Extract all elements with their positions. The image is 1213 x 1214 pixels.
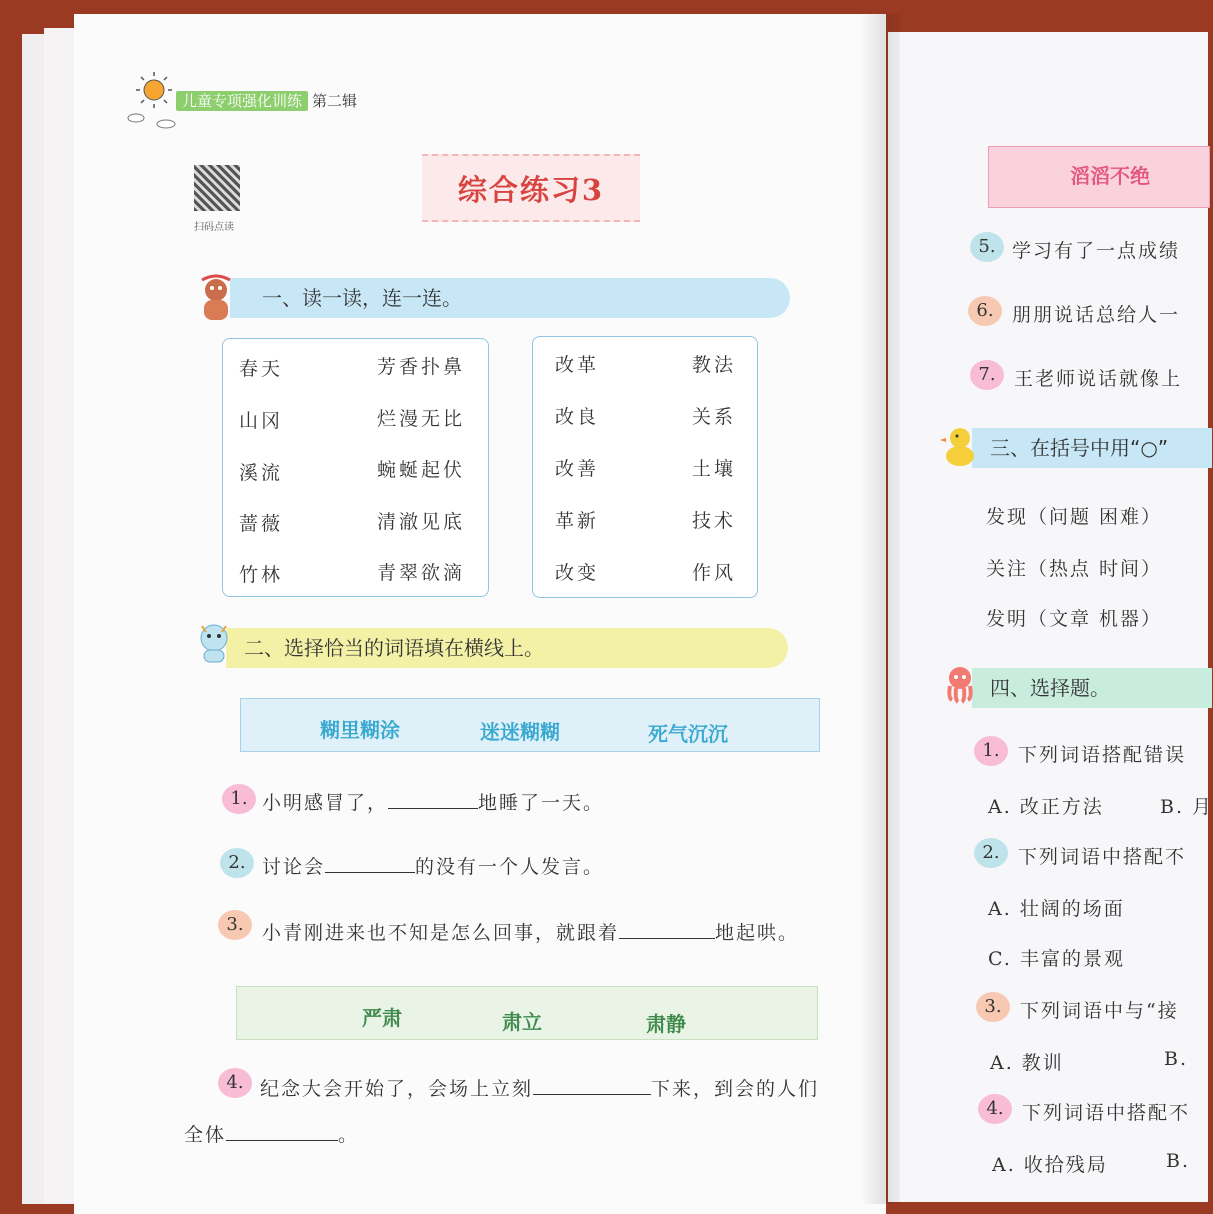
match-word[interactable]: 作风 (692, 562, 737, 584)
question-number-heart: 3. (976, 992, 1010, 1022)
question-text: 。 (338, 1124, 360, 1146)
match-word[interactable]: 技术 (692, 510, 737, 532)
match-word[interactable]: 青翠欲滴 (377, 562, 466, 584)
right-item: 朋朋说话总给人一 (1012, 304, 1181, 326)
word-option: 肃静 (646, 1012, 686, 1036)
answer-blank[interactable] (533, 1094, 651, 1095)
match-word[interactable]: 芳香扑鼻 (377, 356, 466, 378)
match-word[interactable]: 烂漫无比 (377, 408, 466, 430)
match-word[interactable]: 改革 (555, 354, 600, 376)
answer-blank[interactable] (619, 938, 715, 939)
section-4-header-bar (972, 668, 1212, 708)
question-number-heart: 6. (968, 296, 1002, 326)
match-word[interactable]: 教法 (692, 354, 737, 376)
question-4 (260, 1074, 819, 1101)
bear-mascot-icon (196, 276, 236, 324)
mc-question: 下列词语中搭配不 (1018, 846, 1187, 868)
match-word[interactable]: 春天 (239, 358, 284, 380)
octopus-mascot-icon (942, 664, 978, 704)
mc-option[interactable]: B. (1166, 1150, 1191, 1172)
section-1-header-bar (230, 278, 790, 318)
question-text: 全体 (184, 1124, 227, 1146)
question-text: 讨论会 (262, 856, 326, 878)
mc-question: 下列词语中与“接 (1020, 1000, 1179, 1022)
page-title: 综合练习3 (457, 173, 605, 207)
mc-option[interactable]: B. (1164, 1048, 1189, 1070)
word-option: 糊里糊涂 (320, 718, 400, 742)
answer-blank[interactable] (226, 1140, 338, 1141)
section-3-header-bar (972, 428, 1212, 468)
mc-option[interactable]: C. 丰富的景观 (988, 948, 1125, 970)
match-word[interactable]: 改善 (555, 458, 600, 480)
right-item: 学习有了一点成绩 (1012, 240, 1181, 262)
right-page-title: 滔滔不绝 (1070, 164, 1150, 188)
question-4-line-2 (184, 1120, 359, 1147)
choice-row[interactable]: 关注（热点 时间） (986, 558, 1163, 580)
question-text: 地睡了一天。 (478, 792, 605, 814)
question-number-heart: 2. (974, 838, 1008, 868)
qr-label: 扫码点读 (194, 222, 234, 233)
question-number-heart: 2. (220, 848, 254, 878)
question-text: 的没有一个人发言。 (415, 856, 605, 878)
choice-row[interactable]: 发现（问题 困难） (986, 506, 1163, 528)
match-word[interactable]: 蔷薇 (239, 513, 284, 535)
word-option: 死气沉沉 (648, 722, 728, 746)
question-text: 地起哄。 (715, 922, 800, 944)
question-number-heart: 5. (970, 232, 1004, 262)
match-word[interactable]: 溪流 (239, 462, 284, 484)
question-text: 小明感冒了， (262, 792, 389, 814)
match-word[interactable]: 竹林 (239, 564, 284, 586)
mc-question: 下列词语中搭配不 (1022, 1102, 1191, 1124)
match-word[interactable]: 关系 (692, 406, 737, 428)
question-number-heart: 4. (218, 1068, 252, 1098)
match-word[interactable]: 清澈见底 (377, 511, 466, 533)
question-text: 小青刚进来也不知是怎么回事，就跟着 (262, 922, 620, 944)
mc-option[interactable]: B. 月 (1160, 796, 1213, 818)
mc-option[interactable]: A. 收拾残局 (992, 1154, 1108, 1176)
question-number-heart: 1. (222, 784, 256, 814)
section-2-header-bar (226, 628, 788, 668)
section-3-heading: 三、在括号中用“○” (990, 436, 1169, 460)
question-number-heart: 4. (978, 1094, 1012, 1124)
match-word[interactable]: 改良 (555, 406, 600, 428)
question-text: 纪念大会开始了，会场上立刻 (260, 1078, 534, 1100)
mc-option[interactable]: A. 教训 (990, 1052, 1064, 1074)
answer-blank[interactable] (325, 872, 415, 873)
choice-row[interactable]: 发明（文章 机器） (986, 608, 1163, 630)
book-spine-shadow (860, 14, 900, 1204)
question-number-heart: 7. (970, 360, 1004, 390)
match-word[interactable]: 改变 (555, 562, 600, 584)
dragon-mascot-icon (194, 620, 234, 666)
duck-mascot-icon (940, 424, 980, 470)
match-word[interactable]: 革新 (555, 510, 600, 532)
word-option: 迷迷糊糊 (480, 720, 560, 744)
answer-blank[interactable] (388, 808, 478, 809)
series-volume: 第二辑 (312, 92, 358, 110)
word-option: 严肃 (362, 1006, 402, 1030)
mc-option[interactable]: A. 改正方法 (988, 796, 1104, 818)
question-number-heart: 3. (218, 910, 252, 940)
question-3 (262, 918, 799, 945)
question-1 (262, 788, 604, 815)
question-text: 下来，到会的人们 (651, 1078, 820, 1100)
series-name: 儿童专项强化训练 (176, 91, 308, 111)
section-4-heading: 四、选择题。 (990, 676, 1110, 700)
right-item: 王老师说话就像上 (1014, 368, 1183, 390)
match-word[interactable]: 蜿蜒起伏 (377, 459, 466, 481)
question-2 (262, 852, 604, 879)
section-2-heading: 二、选择恰当的词语填在横线上。 (244, 636, 544, 660)
series-header (176, 90, 357, 111)
match-word[interactable]: 山冈 (239, 410, 284, 432)
word-option: 肃立 (502, 1010, 542, 1034)
mc-question: 下列词语搭配错误 (1018, 744, 1187, 766)
qr-code[interactable] (194, 165, 240, 211)
question-number-heart: 1. (974, 736, 1008, 766)
mc-option[interactable]: A. 壮阔的场面 (988, 898, 1125, 920)
match-word[interactable]: 土壤 (692, 458, 737, 480)
section-1-heading: 一、读一读，连一连。 (262, 286, 462, 310)
